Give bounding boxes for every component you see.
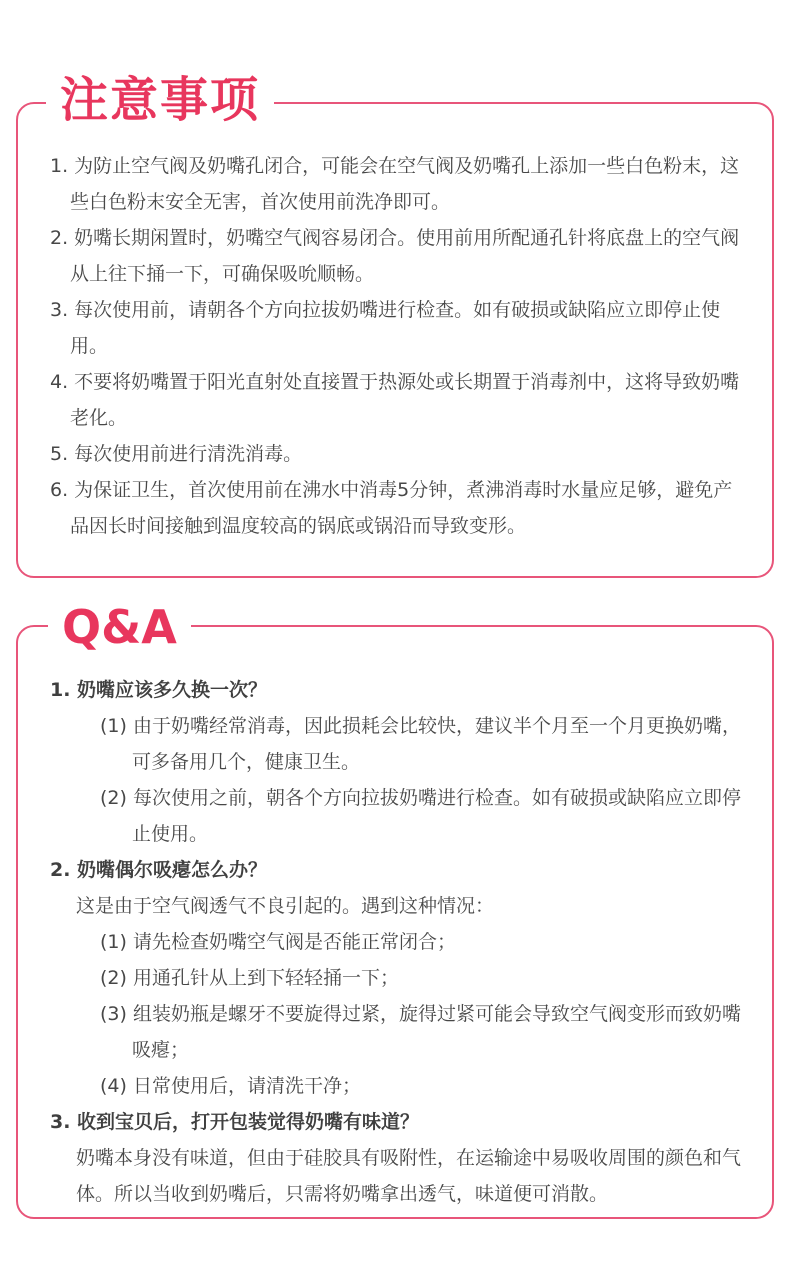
qa-title: Q&A <box>48 604 191 650</box>
note-item-1: 1. 为防止空气阀及奶嘴孔闭合，可能会在空气阀及奶嘴孔上添加一些白色粉末，这些白色粉末安全无害，首次使用前洗净即可。 <box>50 155 740 213</box>
answer-2-line-3: (3) 组装奶瓶是螺牙不要旋得过紧，旋得过紧可能会导致空气阀变形而致奶嘴吸瘪； <box>100 1003 741 1061</box>
answer-2-intro: 这是由于空气阀透气不良引起的。遇到这种情况： <box>76 895 495 917</box>
note-item-5: 5. 每次使用前进行清洗消毒。 <box>50 443 303 465</box>
note-item-6: 6. 为保证卫生，首次使用前在沸水中消毒5分钟，煮沸消毒时水量应足够，避免产品因长时间接触到温度较高的锅底或锅沿而导致变形。 <box>50 479 733 537</box>
answer-1-line-1: (1) 由于奶嘴经常消毒，因此损耗会比较快，建议半个月至一个月更换奶嘴，可多备用几个，健康卫生。 <box>100 715 741 773</box>
question-1: 1. 奶嘴应该多久换一次？ <box>50 679 268 701</box>
note-item-4: 4. 不要将奶嘴置于阳光直射处直接置于热源处或长期置于消毒剂中，这将导致奶嘴老化。 <box>50 371 740 429</box>
answer-1 <box>50 708 750 852</box>
notes-list <box>50 148 750 544</box>
answer-2 <box>50 888 750 1104</box>
question-3: 3. 收到宝贝后，打开包装觉得奶嘴有味道？ <box>50 1111 420 1133</box>
answer-1-line-2: (2) 每次使用之前，朝各个方向拉拔奶嘴进行检查。如有破损或缺陷应立即停止使用。 <box>100 787 741 845</box>
answer-3-text: 奶嘴本身没有味道，但由于硅胶具有吸附性，在运输途中易吸收周围的颜色和气体。所以当收到奶嘴后，只需将奶嘴拿出透气，味道便可消散。 <box>76 1147 742 1205</box>
answer-2-line-2: (2) 用通孔针从上到下轻轻捅一下； <box>100 967 399 989</box>
question-2: 2. 奶嘴偶尔吸瘪怎么办？ <box>50 859 268 881</box>
notes-title: 注意事项 <box>46 76 274 124</box>
answer-3 <box>50 1140 750 1212</box>
answer-2-line-4: (4) 日常使用后，请清洗干净； <box>100 1075 361 1097</box>
qa-list <box>50 672 750 1212</box>
note-item-3: 3. 每次使用前，请朝各个方向拉拔奶嘴进行检查。如有破损或缺陷应立即停止使用。 <box>50 299 721 357</box>
answer-2-line-1: (1) 请先检查奶嘴空气阀是否能正常闭合； <box>100 931 456 953</box>
note-item-2: 2. 奶嘴长期闲置时，奶嘴空气阀容易闭合。使用前用所配通孔针将底盘上的空气阀从上往下捅一下，可确保吸吮顺畅。 <box>50 227 740 285</box>
